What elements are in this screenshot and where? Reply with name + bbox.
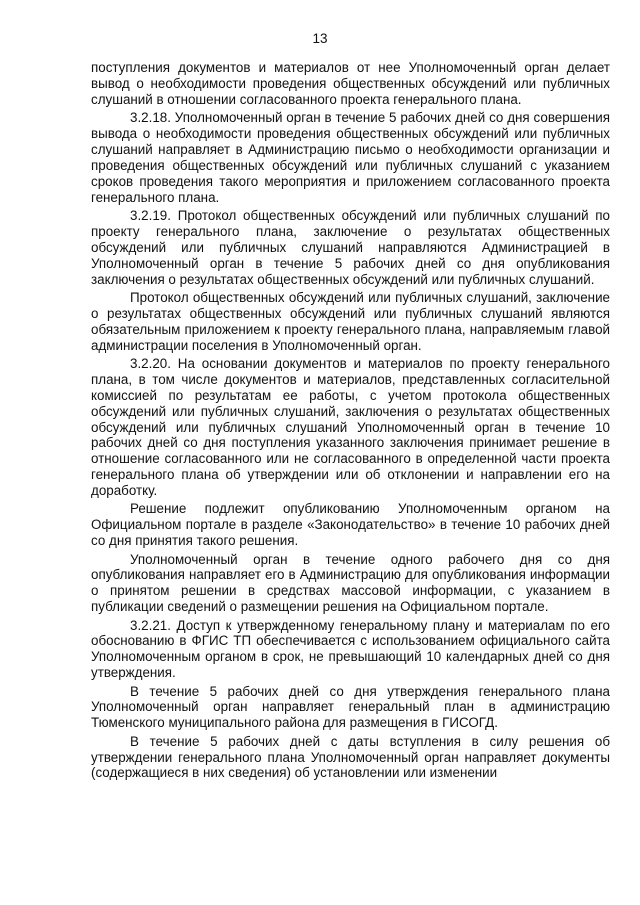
paragraph-authority-notification: Уполномоченный орган в течение одного рабочего дня со дня опубликования направляет его в Администрацию для опубликования информации о принятом решении в средствах массовой информации, с указанием в публикации сведений о размещении решения на Официальном портале. — [91, 551, 610, 615]
paragraph-continuation: поступления документов и материалов от нее Уполномоченный орган делает вывод о необходимости проведения общественных обсуждений или публичных слушаний в отношении согласованного проекта генерального плана. — [91, 60, 610, 107]
paragraph-protocol: Протокол общественных обсуждений или публичных слушаний, заключение о результатах общественных обсуждений или публичных слушаний являются обязательным приложением к проекту генерального плана, направляемым главой администрации поселения в Уполномоченный орган. — [91, 289, 610, 353]
paragraph-3-2-20: 3.2.20. На основании документов и материалов по проекту генерального плана, в том числе документов и материалов, представленных согласительной комиссией по результатам ее работы, с учетом протокола общественных обсуждений или публичных слушаний, заключения о результатах общественных обсуждений или публичных слушаний Уполномоченный орган в течение 10 рабочих дней со дня поступления указанного заключения принимает решение в отношение согласованного или не согласованного в определенной части проекта генерального плана об утверждении или об отклонении и направлении его на доработку. — [91, 355, 610, 499]
page-number: 13 — [312, 31, 328, 46]
paragraph-3-2-21: 3.2.21. Доступ к утвержденному генеральному плану и материалам по его обоснованию в ФГИС ТП обеспечивается с использованием официального сайта Уполномоченным органом в срок, не превышающий 10 календарных дней со дня утверждения. — [91, 617, 610, 681]
paragraph-gisogd: В течение 5 рабочих дней со дня утверждения генерального плана Уполномоченный орган направляет генеральный план в администрацию Тюменского муниципального района для размещения в ГИСОГД. — [91, 683, 610, 731]
paragraph-3-2-18: 3.2.18. Уполномоченный орган в течение 5 рабочих дней со дня совершения вывода о необходимости проведения общественных обсуждений или публичных слушаний направляет в Администрацию письмо о необходимости организации и проведения общественных обсуждений или публичных слушаний с указанием сроков проведения такого мероприятия и приложением согласованного проекта генерального плана. — [91, 110, 610, 205]
paragraph-documents-submission: В течение 5 рабочих дней с даты вступления в силу решения об утверждении генерального плана Уполномоченный орган направляет документы (содержащиеся в них сведения) об установлении или изменении — [91, 733, 610, 781]
paragraph-3-2-19: 3.2.19. Протокол общественных обсуждений или публичных слушаний по проекту генерального плана, заключение о результатах общественных обсуждений или публичных слушаний направляются Администрацией в Уполномоченный орган в течение 5 рабочих дней со дня опубликования заключения о результатах общественных обсуждений или публичных слушаний. — [91, 207, 610, 287]
document-body — [91, 60, 610, 781]
paragraph-decision-publication: Решение подлежит опубликованию Уполномоченным органом на Официальном портале в разделе «Законодательство» в течение 10 рабочих дней со дня принятия такого решения. — [91, 501, 610, 549]
